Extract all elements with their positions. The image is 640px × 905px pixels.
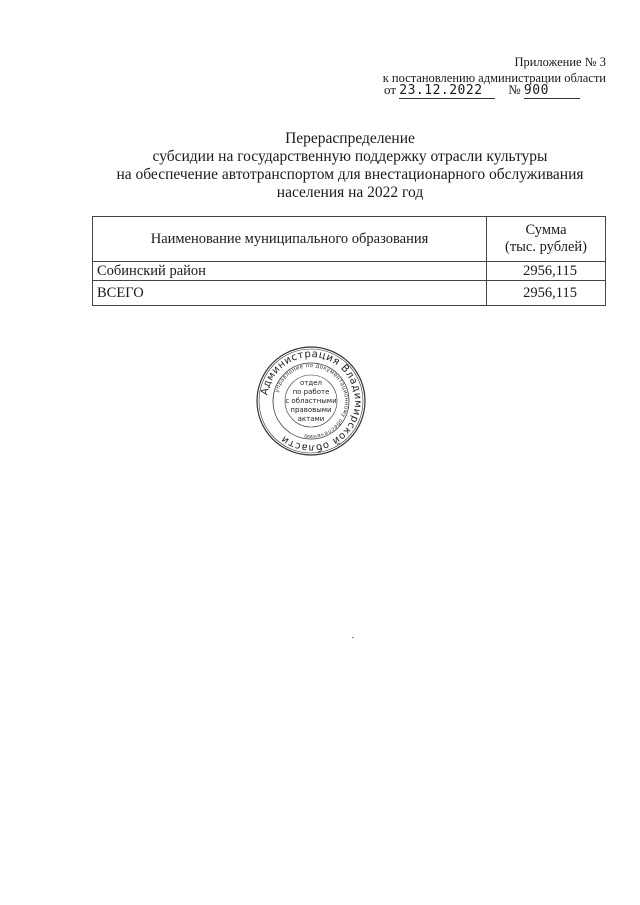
number-prefix: № <box>508 82 521 97</box>
total-label: ВСЕГО <box>93 281 487 306</box>
appendix-label: Приложение № 3 <box>514 55 606 69</box>
stamp-center-line-4: правовыми <box>290 406 332 414</box>
stamp-outer-text: Администрация Владимирской области <box>259 348 364 454</box>
column-header-name: Наименование муниципального образования <box>93 217 487 262</box>
table-header-row <box>93 217 606 262</box>
stamp-center-line-3: с областными <box>285 397 337 405</box>
stamp-inner-text: управление по документационному обеспечению <box>274 362 350 440</box>
municipality-sum: 2956,115 <box>487 262 606 281</box>
official-stamp <box>255 345 367 457</box>
subsidy-table <box>92 216 606 306</box>
total-sum: 2956,115 <box>487 281 606 306</box>
municipality-name: Собинский район <box>93 262 487 281</box>
scan-speck <box>352 637 354 638</box>
stamp-seal-icon <box>255 345 367 457</box>
resolution-date: 23.12.2022 <box>399 83 483 98</box>
title-line-1: Перераспределение <box>285 130 415 147</box>
table-row <box>93 262 606 281</box>
title-line-4: населения на 2022 год <box>276 184 424 201</box>
column-header-sum <box>487 217 606 262</box>
stamp-center-line-2: по работе <box>292 388 330 396</box>
sum-header-line-2: (тыс. рублей) <box>505 239 587 255</box>
stamp-center-line-5: актами <box>297 415 325 423</box>
resolution-reference: к постановлению администрации области <box>382 71 606 85</box>
sum-header-line-1: Сумма <box>525 222 567 238</box>
resolution-number: 900 <box>523 83 549 98</box>
title-line-3: на обеспечение автотранспортом для внестационарного обслуживания <box>116 166 584 183</box>
resolution-date-line <box>384 82 580 99</box>
document-title <box>100 130 600 202</box>
date-prefix: от <box>384 82 397 97</box>
title-line-2: субсидии на государственную поддержку отрасли культуры <box>152 148 548 165</box>
table-row-total <box>93 281 606 306</box>
stamp-center-line-1: отдел <box>300 379 322 387</box>
